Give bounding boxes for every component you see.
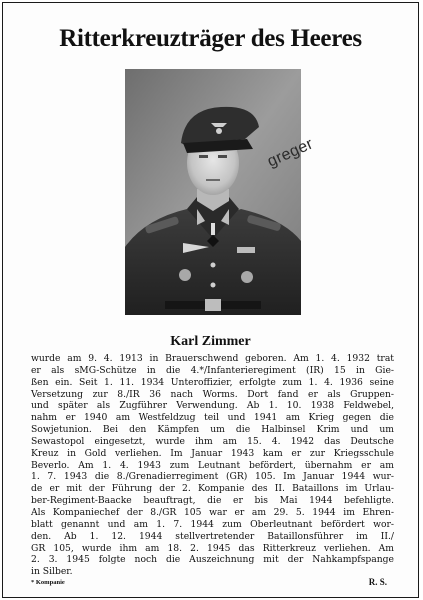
bio-line: er als sMG-Schütze in die 4.*/Infanterieregiment (IR) 15 in Gie- [31, 364, 394, 376]
bio-line: blatt genannt und am 1. 7. 1944 zum Oberleutnant befördert wor- [31, 518, 394, 530]
page-title: Ritterkreuzträger des Heeres [59, 25, 362, 52]
bio-line: Beverlo. Am 1. 4. 1943 zum Leutnant befördert, übernahm er am [31, 459, 394, 471]
portrait-photo [125, 69, 301, 315]
bio-line: 2. 3. 1945 folgte noch die Auszeichnung mit der Nahkampfspange [31, 554, 394, 566]
bio-line: Kreuz in Gold verliehen. Im Januar 1943 kam er zur Kriegsschule [31, 447, 394, 459]
person-name: Karl Zimmer [170, 334, 251, 349]
bio-line: Versetzung zur 8./IR 36 nach Worms. Dort fand er als Gruppen- [31, 388, 394, 400]
author-initials: R. S. [368, 577, 387, 587]
bio-line: Sowjetunion. Bei den Kämpfen um die Halbinsel Krim und um [31, 424, 394, 436]
bio-line: nahm er 1940 am Westfeldzug teil und 1941 am Krieg gegen die [31, 412, 394, 424]
bio-line: Sewastopol eingesetzt, wurde ihm am 15. 4. 1942 das Deutsche [31, 435, 394, 447]
bio-line: und später als Zugführer Verwendung. Ab 1. 10. 1938 Feldwebel, [31, 400, 394, 412]
bio-line: GR 105, wurde ihm am 18. 2. 1945 das Ritterkreuz verliehen. Am [31, 542, 394, 554]
bio-line: 1. 7. 1943 die 8./Grenadierregiment (GR) 105. Im Januar 1944 wur- [31, 471, 394, 483]
bio-line: de er mit der Führung der 2. Kompanie des II. Bataillons im Urlau- [31, 483, 394, 495]
document-page [2, 2, 419, 598]
bio-line: wurde am 9. 4. 1913 in Brauerschwend geboren. Am 1. 4. 1932 trat [31, 353, 394, 364]
biography-text [31, 353, 394, 578]
bio-line: Als Kompaniechef der 8./GR 105 war er am 29. 5. 1944 im Ehren- [31, 506, 394, 518]
bio-line: in Silber. [31, 566, 73, 578]
footnote: * Kompanie [31, 579, 65, 586]
bio-line: ßen ein. Seit 1. 11. 1934 Unteroffizier, erfolgte zum 1. 4. 1936 seine [31, 376, 394, 388]
bio-line: den. Ab 1. 12. 1944 stellvertretender Bataillonsführer im II./ [31, 530, 394, 542]
watermark-text: greger [265, 135, 316, 171]
bio-line: ber-Regiment-Baacke beauftragt, die er bis Mai 1944 befehligte. [31, 495, 394, 507]
